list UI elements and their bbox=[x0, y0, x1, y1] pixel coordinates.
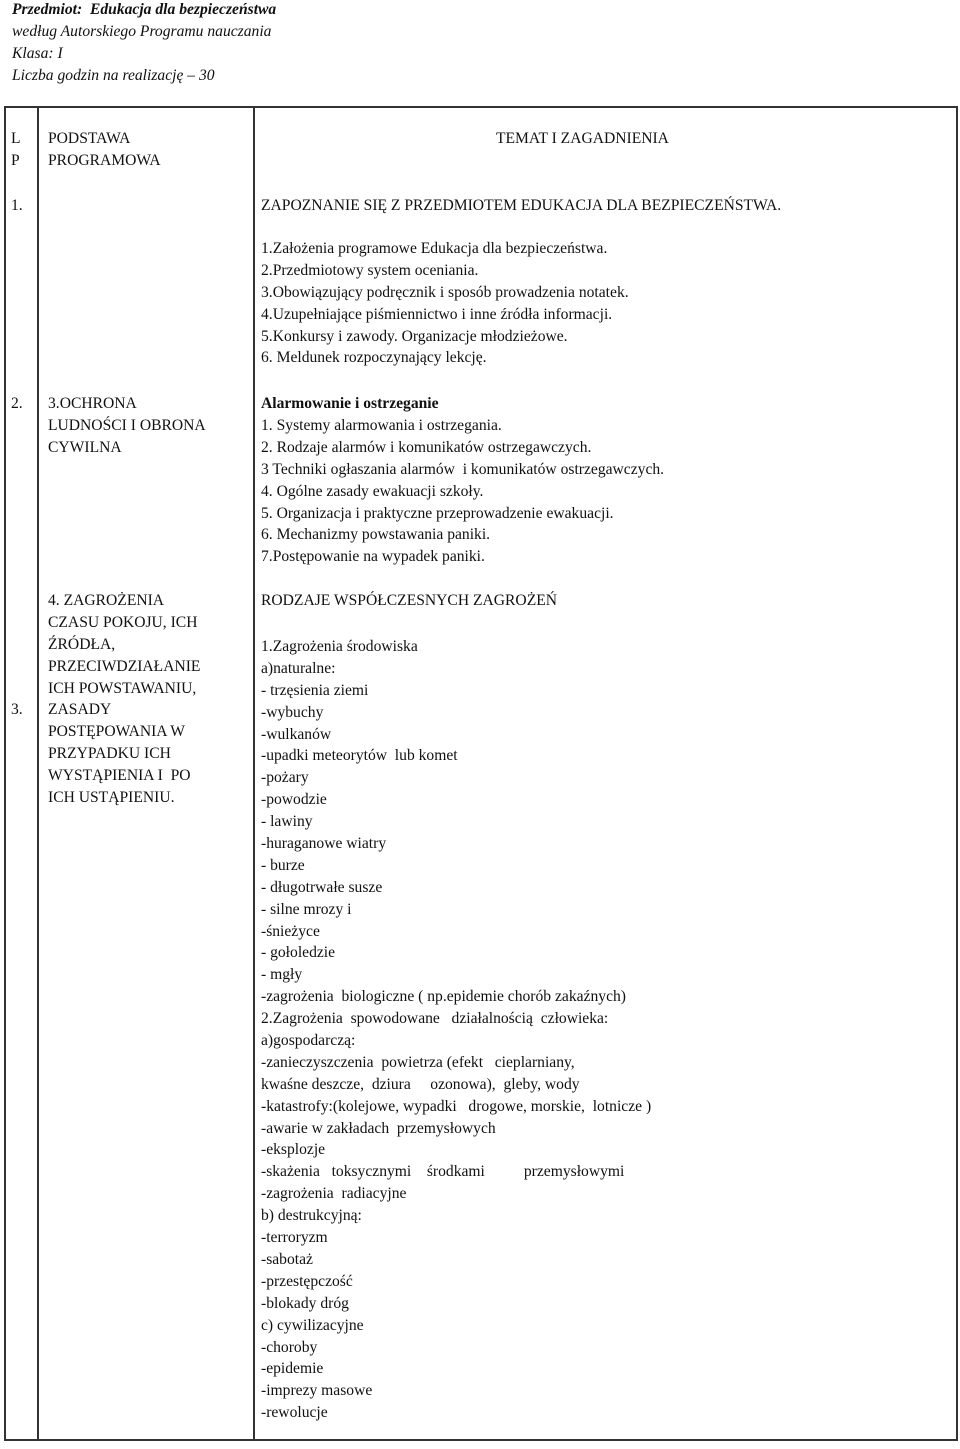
list-line: PRZYPADKU ICH bbox=[48, 745, 171, 763]
list-line: 6. Meldunek rozpoczynający lekcję. bbox=[261, 349, 487, 367]
header-base-line2: PROGRAMOWA bbox=[48, 151, 161, 169]
document-header bbox=[12, 0, 276, 87]
list-line: 2.Zagrożenia spowodowane działalnością człowieka: bbox=[261, 1010, 609, 1028]
list-line: 4.Uzupełniające piśmiennictwo i inne źródła informacji. bbox=[261, 305, 613, 323]
list-line: 2. Rodzaje alarmów i komunikatów ostrzegawczych. bbox=[261, 438, 592, 456]
list-line: b) destrukcyjną: bbox=[261, 1207, 362, 1225]
list-line: 7.Postępowanie na wypadek paniki. bbox=[261, 548, 485, 566]
row-number: 2. bbox=[11, 395, 23, 412]
list-line: -upadki meteorytów lub komet bbox=[261, 747, 458, 765]
list-line: PRZECIWDZIAŁANIE bbox=[48, 657, 201, 675]
list-line: -śnieżyce bbox=[261, 922, 320, 940]
header-base-line1: PODSTAWA bbox=[48, 130, 131, 147]
table-border-left bbox=[4, 106, 6, 1440]
column-divider-base bbox=[253, 106, 255, 1440]
header-cell-lp bbox=[11, 128, 21, 172]
list-line: CZASU POKOJU, ICH bbox=[48, 613, 198, 631]
list-line: -sabotaż bbox=[261, 1250, 313, 1268]
list-line: - burze bbox=[261, 856, 305, 874]
row-number: 1. bbox=[11, 197, 23, 214]
row-topic-title: RODZAJE WSPÓŁCZESNYCH ZAGROŻEŃ bbox=[261, 592, 557, 609]
header-cell-topic bbox=[496, 128, 669, 150]
row-base bbox=[48, 590, 200, 809]
table-border-top bbox=[4, 106, 958, 108]
list-line: 4. ZAGROŻENIA bbox=[48, 592, 165, 609]
list-line: ŹRÓDŁA, bbox=[48, 635, 116, 653]
table-border-bottom bbox=[4, 1439, 958, 1441]
list-line: kwaśne deszcze, dziura ozonowa), gleby, wody bbox=[261, 1075, 580, 1093]
row-topic-title: Alarmowanie i ostrzeganie bbox=[261, 395, 439, 412]
list-line: -rewolucje bbox=[261, 1404, 328, 1422]
row-topic-title: ZAPOZNANIE SIĘ Z PRZEDMIOTEM EDUKACJA DLA BEZPIECZEŃSTWA. bbox=[261, 197, 782, 214]
list-line: - mgły bbox=[261, 966, 303, 984]
list-line: 3 Techniki ogłaszania alarmów i komunikatów ostrzegawczych. bbox=[261, 460, 665, 478]
list-line: -powodzie bbox=[261, 791, 327, 809]
list-line: 6. Mechanizmy powstawania paniki. bbox=[261, 526, 491, 544]
row-number: 3. bbox=[11, 701, 23, 718]
list-line: 5. Organizacja i praktyczne przeprowadzenie ewakuacji. bbox=[261, 504, 614, 522]
header-topic: TEMAT I ZAGADNIENIA bbox=[496, 130, 669, 147]
list-line: -imprezy masowe bbox=[261, 1382, 373, 1400]
list-line: -zagrożenia biologiczne ( np.epidemie chorób zakaźnych) bbox=[261, 988, 626, 1006]
list-line: a)naturalne: bbox=[261, 659, 336, 677]
list-line: LUDNOŚCI I OBRONA bbox=[48, 416, 206, 434]
list-line: -choroby bbox=[261, 1338, 318, 1356]
row-topic-items bbox=[261, 636, 651, 1424]
list-line: - silne mrozy i bbox=[261, 900, 352, 918]
list-line: -blokady dróg bbox=[261, 1294, 349, 1312]
list-line: -pożary bbox=[261, 769, 309, 787]
list-line: - lawiny bbox=[261, 813, 313, 831]
list-line: - długotrwałe susze bbox=[261, 878, 383, 896]
list-line: 2.Przedmiotowy system oceniania. bbox=[261, 261, 479, 279]
list-line: 1.Założenia programowe Edukacja dla bezpieczeństwa. bbox=[261, 240, 608, 257]
list-line: -huraganowe wiatry bbox=[261, 835, 387, 853]
row-topic-items bbox=[261, 238, 629, 369]
table-border-right bbox=[956, 106, 958, 1440]
list-line: -przestępczość bbox=[261, 1272, 353, 1290]
list-line: - trzęsienia ziemi bbox=[261, 681, 369, 699]
list-line: a)gospodarczą: bbox=[261, 1032, 356, 1050]
row-base bbox=[48, 393, 206, 459]
list-line: 1. Systemy alarmowania i ostrzegania. bbox=[261, 417, 502, 434]
subject-line bbox=[12, 0, 276, 21]
list-line: -wybuchy bbox=[261, 703, 324, 721]
list-line: 3.OCHRONA bbox=[48, 395, 137, 412]
subject-label: Przedmiot: bbox=[12, 1, 83, 18]
list-line: POSTĘPOWANIA W bbox=[48, 723, 186, 741]
list-line: -zagrożenia radiacyjne bbox=[261, 1185, 407, 1203]
header-lp-line1: L bbox=[11, 130, 21, 147]
list-line: -terroryzm bbox=[261, 1229, 328, 1247]
list-line: ICH USTĄPIENIU. bbox=[48, 789, 175, 807]
list-line: 4. Ogólne zasady ewakuacji szkoły. bbox=[261, 482, 484, 500]
column-divider-lp bbox=[37, 106, 39, 1440]
row-topic-items bbox=[261, 415, 664, 568]
hours-line: Liczba godzin na realizację – 30 bbox=[12, 66, 215, 84]
header-lp-line2: P bbox=[11, 151, 20, 169]
class-line: Klasa: I bbox=[12, 44, 63, 62]
list-line: -katastrofy:(kolejowe, wypadki drogowe, morskie, lotnicze ) bbox=[261, 1097, 652, 1115]
list-line: ICH POWSTAWANIU, bbox=[48, 679, 197, 697]
program-line: według Autorskiego Programu nauczania bbox=[12, 22, 272, 40]
list-line: 5.Konkursy i zawody. Organizacje młodzieżowe. bbox=[261, 327, 568, 345]
list-line: CYWILNA bbox=[48, 438, 122, 456]
list-line: -epidemie bbox=[261, 1360, 324, 1378]
list-line: -eksplozje bbox=[261, 1141, 326, 1159]
list-line: 1.Zagrożenia środowiska bbox=[261, 638, 418, 655]
subject-value: Edukacja dla bezpieczeństwa bbox=[89, 1, 277, 18]
list-line: - gołoledzie bbox=[261, 944, 336, 962]
list-line: 3.Obowiązujący podręcznik i sposób prowadzenia notatek. bbox=[261, 283, 629, 301]
list-line: ZASADY bbox=[48, 701, 112, 719]
list-line: WYSTĄPIENIA I PO bbox=[48, 767, 191, 785]
list-line: c) cywilizacyjne bbox=[261, 1316, 364, 1334]
list-line: -awarie w zakładach przemysłowych bbox=[261, 1119, 496, 1137]
list-line: -wulkanów bbox=[261, 725, 332, 743]
list-line: -skażenia toksycznymi środkami przemysłowymi bbox=[261, 1163, 625, 1181]
list-line: -zanieczyszczenia powietrza (efekt cieplarniany, bbox=[261, 1053, 575, 1071]
header-cell-base bbox=[48, 128, 161, 172]
